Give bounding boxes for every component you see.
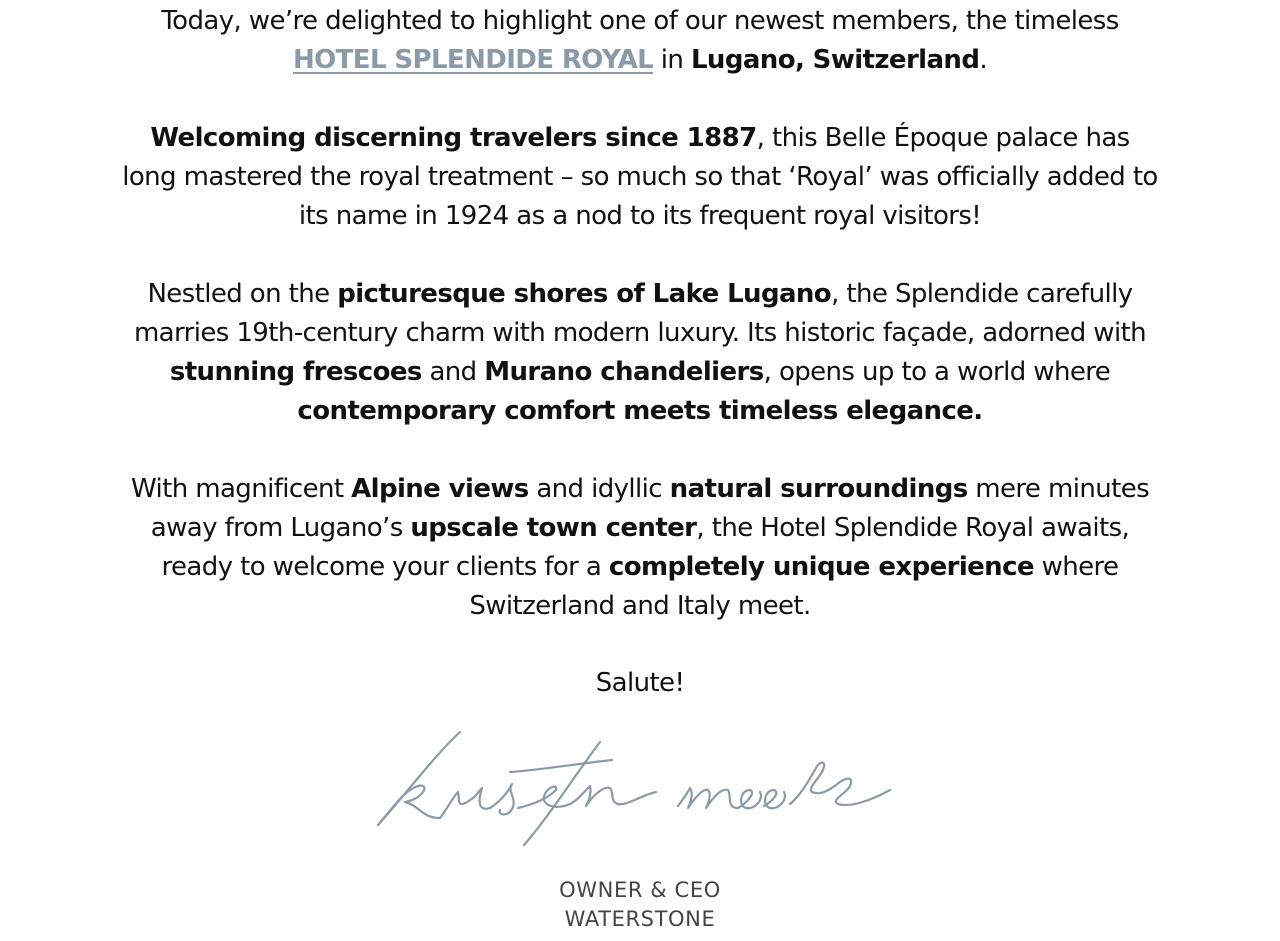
experience-text-2: and idyllic [528,474,670,504]
surroundings-bold: natural surroundings [669,474,968,504]
owner-title: OWNER & CEO [559,878,721,902]
location-text-2: , the Splendide carefully marries 19th-century charm with modern luxury. Its historic façade, adorned with [133,279,1147,348]
intro-period: . [979,45,988,75]
unique-bold: completely unique experience [608,552,1034,582]
location-bold: Lugano, Switzerland [690,45,980,75]
salute-line: Salute! [595,668,685,698]
frescoes-bold: stunning frescoes [169,357,422,387]
elegance-bold: contemporary comfort meets timeless elegance. [297,396,983,426]
location-text-4: , opens up to a world where [763,357,1111,387]
location-text-1: Nestled on the [147,279,338,309]
intro-text-in: in [653,45,691,75]
location-paragraph [120,275,1160,431]
hotel-splendide-royal-link[interactable]: HOTEL SPLENDIDE ROYAL [292,45,654,75]
signature-icon [360,720,920,860]
signature-footer [0,876,1280,934]
intro-paragraph [120,0,1160,80]
lake-bold: picturesque shores of Lake Lugano [337,279,832,309]
alpine-bold: Alpine views [351,474,529,504]
signature-image [360,720,920,860]
company-name: WATERSTONE [564,907,716,931]
history-bold: Welcoming discerning travelers since 1887 [150,123,757,153]
intro-text: Today, we’re delighted to highlight one of our newest members, the timeless [161,6,1119,36]
chandeliers-bold: Murano chandeliers [484,357,764,387]
experience-text-5: where Switzerland and Italy meet. [469,552,1119,621]
location-text-3: and [421,357,485,387]
letter-body [120,0,1160,703]
experience-paragraph [120,470,1160,626]
history-text: , this Belle Époque palace has long mastered the royal treatment – so much so that ‘Royal’ was officially added to its name in 1924 as a nod to its frequent royal visitors! [122,123,1158,231]
experience-text-4: , the Hotel Splendide Royal awaits, ready to welcome your clients for a [161,513,1130,582]
history-paragraph [120,119,1160,236]
town-center-bold: upscale town center [410,513,697,543]
experience-text-1: With magnificent [130,474,352,504]
experience-text-3: mere minutes away from Lugano’s [150,474,1150,543]
